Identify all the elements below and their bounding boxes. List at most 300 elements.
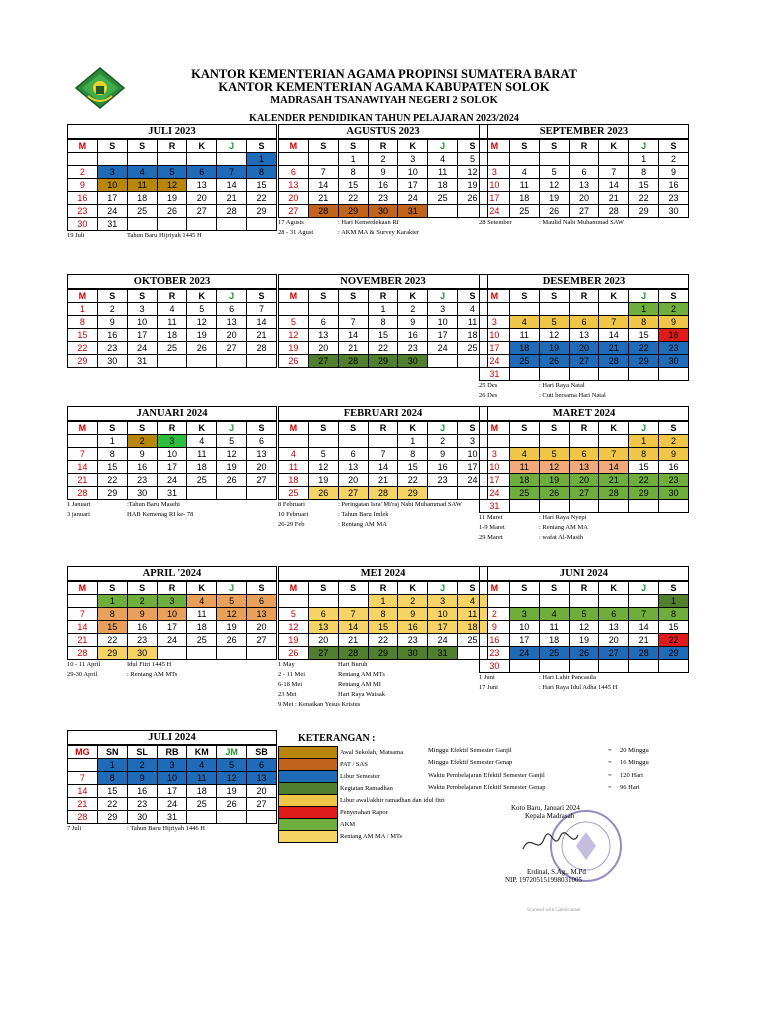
day-cell: 3: [127, 303, 157, 316]
day-cell: 10: [480, 461, 510, 474]
day-cell: 10: [428, 316, 458, 329]
day-cell: 6: [599, 608, 629, 621]
week-row: [279, 316, 488, 329]
weekday-header: SL: [127, 746, 157, 759]
day-cell: 2: [127, 595, 157, 608]
day-cell: 15: [659, 621, 689, 634]
day-cell: 22: [338, 192, 368, 205]
note-desc: : Rentang AM MA: [539, 524, 588, 531]
day-cell: 31: [157, 811, 187, 824]
day-cell: 19: [308, 474, 338, 487]
day-cell: 11: [539, 621, 569, 634]
day-cell: 23: [127, 634, 157, 647]
weekday-header: M: [279, 582, 309, 595]
sign-name: Erdinal, S.Ag., M.Pd: [527, 868, 586, 876]
day-cell: 24: [398, 192, 428, 205]
weekday-header: M: [480, 582, 510, 595]
day-cell: 26: [539, 355, 569, 368]
day-cell: 17: [157, 461, 187, 474]
day-cell: 14: [599, 329, 629, 342]
day-cell: 14: [68, 621, 98, 634]
day-cell: 2: [127, 435, 157, 448]
day-cell: 1: [398, 435, 428, 448]
day-cell: 5: [279, 608, 309, 621]
day-cell: 9: [398, 316, 428, 329]
day-cell: 24: [428, 342, 458, 355]
day-cell: 19: [539, 192, 569, 205]
note-date: 26-29 Feb: [278, 521, 305, 528]
day-cell: 22: [629, 342, 659, 355]
day-cell: [509, 303, 539, 316]
day-cell: 4: [539, 608, 569, 621]
day-cell: 4: [187, 595, 217, 608]
legend-label: Penyerahan Rapor: [340, 808, 388, 816]
month-table: [278, 581, 488, 660]
note-desc: : Tahun Baru Hijriyah 1446 H: [127, 825, 205, 832]
day-cell: 27: [569, 487, 599, 500]
note-date: 28 - 31 Agust: [278, 229, 314, 236]
day-cell: 31: [97, 218, 127, 231]
day-cell: 17: [428, 329, 458, 342]
day-cell: 15: [398, 461, 428, 474]
day-cell: 18: [187, 621, 217, 634]
month-title: OKTOBER 2023: [67, 274, 277, 289]
day-cell: 9: [97, 316, 127, 329]
day-cell: 14: [68, 785, 98, 798]
day-cell: 26: [217, 798, 247, 811]
legend-label: Awal Sekolah, Matsama: [340, 748, 404, 756]
month-7: [278, 406, 488, 530]
note-date: 1 Januari: [67, 501, 91, 508]
week-row: [279, 634, 488, 647]
header-line-1: KANTOR KEMENTERIAN AGAMA PROPINSI SUMATERA BARAT: [191, 67, 577, 81]
day-cell: 29: [247, 205, 277, 218]
day-cell: 24: [127, 342, 157, 355]
day-cell: [157, 355, 187, 368]
day-cell: [279, 153, 309, 166]
note-date: 1 Juni: [479, 674, 495, 681]
day-cell: 18: [187, 461, 217, 474]
note-date: 8 Februari: [278, 501, 305, 508]
day-cell: 29: [68, 355, 98, 368]
month-table: [479, 581, 689, 673]
week-row: [279, 153, 488, 166]
day-cell: 15: [629, 461, 659, 474]
day-cell: 7: [68, 608, 98, 621]
day-cell: 21: [599, 342, 629, 355]
week-row: [480, 634, 689, 647]
day-cell: 26: [279, 647, 309, 660]
day-cell: 13: [569, 179, 599, 192]
day-cell: [509, 595, 539, 608]
weekday-header: J: [428, 582, 458, 595]
day-cell: 29: [629, 205, 659, 218]
weekday-header: R: [569, 422, 599, 435]
day-cell: 22: [398, 474, 428, 487]
day-cell: [217, 647, 247, 660]
weekday-header: J: [629, 582, 659, 595]
day-cell: [629, 368, 659, 381]
month-notes: [278, 218, 488, 238]
day-cell: 1: [247, 153, 277, 166]
header-line-2: KANTOR KEMENTERIAN AGAMA KABUPATEN SOLOK: [218, 80, 550, 94]
weekday-header: J: [629, 140, 659, 153]
day-cell: 18: [509, 192, 539, 205]
day-cell: 30: [659, 487, 689, 500]
day-cell: 19: [157, 192, 187, 205]
week-row: [279, 487, 488, 500]
day-cell: 20: [247, 621, 277, 634]
day-cell: 30: [398, 355, 428, 368]
day-cell: 14: [68, 461, 98, 474]
summary-label: Waktu Pembelajaran Efektif Semester Genap: [428, 784, 546, 792]
weekday-header: S: [338, 422, 368, 435]
day-cell: 9: [480, 621, 510, 634]
day-cell: 15: [97, 461, 127, 474]
week-row: [68, 461, 277, 474]
day-cell: [569, 303, 599, 316]
day-cell: 17: [127, 329, 157, 342]
day-cell: 6: [569, 166, 599, 179]
day-cell: 16: [398, 621, 428, 634]
day-cell: 9: [368, 166, 398, 179]
day-cell: 29: [97, 811, 127, 824]
day-cell: 23: [368, 192, 398, 205]
day-cell: 30: [127, 811, 157, 824]
day-cell: 12: [308, 461, 338, 474]
day-cell: 16: [127, 461, 157, 474]
day-cell: 21: [68, 798, 98, 811]
day-cell: 22: [368, 634, 398, 647]
note-row: [67, 660, 277, 670]
weekday-header: K: [599, 422, 629, 435]
day-cell: 17: [157, 621, 187, 634]
week-row: [480, 608, 689, 621]
day-cell: 22: [247, 192, 277, 205]
day-cell: 21: [308, 192, 338, 205]
week-row: [480, 487, 689, 500]
day-cell: 6: [187, 166, 217, 179]
day-cell: 28: [599, 355, 629, 368]
weekday-header: J: [217, 140, 247, 153]
month-notes: [479, 218, 689, 228]
day-cell: [569, 660, 599, 673]
day-cell: 5: [569, 608, 599, 621]
day-cell: 23: [127, 474, 157, 487]
day-cell: 23: [398, 634, 428, 647]
week-row: [480, 342, 689, 355]
weekday-header: M: [68, 422, 98, 435]
summary-row: [428, 769, 668, 782]
week-row: [480, 166, 689, 179]
week-row: [68, 759, 277, 772]
day-cell: [338, 435, 368, 448]
month-title: JANUARI 2024: [67, 406, 277, 421]
month-notes: [67, 824, 277, 834]
scanner-watermark: Scanned with CamScanner: [527, 908, 581, 913]
day-cell: 4: [509, 448, 539, 461]
week-row: [279, 342, 488, 355]
weekday-header: S: [127, 140, 157, 153]
month-title: FEBRUARI 2024: [278, 406, 488, 421]
day-cell: 5: [279, 316, 309, 329]
legend-label: Kegiatan Ramadhan: [340, 784, 393, 792]
day-cell: [187, 811, 217, 824]
weekday-header: M: [68, 582, 98, 595]
day-cell: 6: [247, 759, 277, 772]
day-cell: 25: [127, 205, 157, 218]
note-desc: : Rentang AM MA: [338, 521, 387, 528]
day-cell: [509, 153, 539, 166]
summary-value: 96 Hari: [620, 784, 640, 792]
day-cell: 9: [68, 179, 98, 192]
note-date: 25 Des: [479, 382, 498, 389]
weekday-header: K: [599, 140, 629, 153]
day-cell: 11: [458, 316, 488, 329]
day-cell: 13: [279, 179, 309, 192]
day-cell: 4: [279, 448, 309, 461]
day-cell: 23: [659, 342, 689, 355]
day-cell: 4: [428, 153, 458, 166]
day-cell: [279, 595, 309, 608]
weekday-header: S: [97, 140, 127, 153]
day-cell: 19: [217, 785, 247, 798]
day-cell: 17: [398, 179, 428, 192]
weekday-header: S: [308, 422, 338, 435]
day-cell: [569, 595, 599, 608]
day-cell: 12: [217, 448, 247, 461]
day-cell: 11: [428, 166, 458, 179]
note-row: [278, 660, 488, 670]
weekday-header: K: [187, 290, 217, 303]
day-cell: 7: [308, 166, 338, 179]
day-cell: 6: [247, 435, 277, 448]
day-cell: 27: [569, 205, 599, 218]
day-cell: 27: [599, 647, 629, 660]
note-desc: : Hari Raya Idul Adha 1445 H: [539, 684, 618, 691]
day-cell: 13: [217, 316, 247, 329]
day-cell: 4: [157, 303, 187, 316]
weekday-header: S: [338, 140, 368, 153]
week-row: [480, 355, 689, 368]
summary-eq: =: [608, 746, 612, 754]
week-row: [68, 772, 277, 785]
day-cell: 19: [569, 634, 599, 647]
note-desc: Hari Buruh: [338, 661, 368, 668]
day-cell: 1: [368, 303, 398, 316]
day-cell: 6: [308, 608, 338, 621]
day-cell: 26: [569, 647, 599, 660]
day-cell: 13: [569, 461, 599, 474]
summary-eq: =: [608, 759, 612, 767]
day-cell: 28: [247, 342, 277, 355]
month-11: [479, 566, 689, 693]
day-cell: [68, 153, 98, 166]
summary-value: 120 Hari: [620, 771, 643, 779]
day-cell: 6: [308, 316, 338, 329]
day-cell: 17: [480, 192, 510, 205]
week-row: [68, 329, 277, 342]
day-cell: 20: [279, 192, 309, 205]
day-cell: 26: [539, 205, 569, 218]
day-cell: [338, 595, 368, 608]
day-cell: 8: [368, 316, 398, 329]
note-desc: : wafat Al-Masih: [539, 534, 584, 541]
day-cell: 1: [629, 435, 659, 448]
day-cell: [217, 487, 247, 500]
day-cell: 4: [509, 166, 539, 179]
day-cell: 17: [428, 621, 458, 634]
day-cell: 13: [308, 621, 338, 634]
note-desc: : Maulid Nabi Muhammad SAW: [539, 219, 625, 226]
day-cell: 1: [629, 153, 659, 166]
day-cell: 18: [509, 474, 539, 487]
day-cell: 9: [127, 448, 157, 461]
day-cell: 30: [398, 647, 428, 660]
day-cell: 7: [599, 448, 629, 461]
day-cell: 18: [458, 329, 488, 342]
day-cell: 14: [308, 179, 338, 192]
day-cell: 12: [569, 621, 599, 634]
week-row: [279, 355, 488, 368]
note-date: 23 Mei: [278, 691, 297, 698]
month-table: [67, 139, 277, 231]
weekday-header: RB: [157, 746, 187, 759]
day-cell: 19: [279, 342, 309, 355]
day-cell: 8: [97, 772, 127, 785]
week-row: [68, 608, 277, 621]
day-cell: [338, 303, 368, 316]
day-cell: 16: [659, 461, 689, 474]
day-cell: 18: [187, 785, 217, 798]
day-cell: [599, 368, 629, 381]
week-row: [68, 448, 277, 461]
day-cell: 21: [599, 474, 629, 487]
weekday-header: S: [659, 582, 689, 595]
signature-block: [505, 804, 625, 884]
day-cell: 10: [157, 772, 187, 785]
day-cell: 30: [127, 647, 157, 660]
day-cell: 20: [247, 785, 277, 798]
note-desc: : Tahun Baru Imlek: [338, 511, 389, 518]
note-desc: Idul Fitri 1445 H: [127, 661, 172, 668]
week-row: [68, 647, 277, 660]
day-cell: 16: [68, 192, 98, 205]
note-row: [278, 500, 488, 510]
day-cell: 18: [539, 634, 569, 647]
day-cell: 20: [308, 634, 338, 647]
day-cell: 13: [569, 329, 599, 342]
day-cell: 23: [659, 192, 689, 205]
month-table: [278, 139, 488, 218]
day-cell: 5: [217, 435, 247, 448]
weekday-header: S: [659, 140, 689, 153]
header: [0, 68, 768, 108]
day-cell: [428, 487, 458, 500]
day-cell: [569, 153, 599, 166]
day-cell: 3: [509, 608, 539, 621]
day-cell: [247, 487, 277, 500]
day-cell: 9: [428, 448, 458, 461]
day-cell: 12: [217, 608, 247, 621]
note-date: 10 - 11 April: [67, 661, 101, 668]
day-cell: [68, 759, 98, 772]
effective-weeks-summary: [428, 744, 668, 794]
day-cell: 15: [97, 621, 127, 634]
day-cell: 22: [368, 342, 398, 355]
day-cell: 14: [599, 461, 629, 474]
day-cell: 10: [97, 179, 127, 192]
day-cell: 7: [217, 166, 247, 179]
day-cell: 29: [97, 487, 127, 500]
note-row: [67, 500, 277, 510]
day-cell: 28: [217, 205, 247, 218]
weekday-header: R: [569, 582, 599, 595]
day-cell: [68, 435, 98, 448]
day-cell: 17: [157, 785, 187, 798]
day-cell: 28: [338, 355, 368, 368]
weekday-header: J: [217, 290, 247, 303]
day-cell: [127, 153, 157, 166]
legend-item: [278, 806, 483, 818]
month-8: [479, 406, 689, 543]
day-cell: [187, 153, 217, 166]
day-cell: 2: [68, 166, 98, 179]
day-cell: 7: [368, 448, 398, 461]
day-cell: 16: [659, 329, 689, 342]
day-cell: 12: [217, 772, 247, 785]
weekday-header: S: [458, 290, 488, 303]
week-row: [68, 355, 277, 368]
legend-label: Libur awal/akhir ramadhan dan idul fitri: [340, 796, 445, 804]
week-row: [279, 474, 488, 487]
week-row: [480, 329, 689, 342]
day-cell: [68, 595, 98, 608]
month-6: [67, 406, 277, 520]
day-cell: 13: [599, 621, 629, 634]
day-cell: 19: [279, 634, 309, 647]
weekday-header: S: [127, 422, 157, 435]
day-cell: 29: [97, 647, 127, 660]
weekday-header: R: [157, 422, 187, 435]
weekday-header: M: [279, 422, 309, 435]
day-cell: 28: [338, 647, 368, 660]
note-desc: : AKM MA & Survey Karakter: [338, 229, 420, 236]
day-cell: 18: [509, 342, 539, 355]
day-cell: [659, 660, 689, 673]
day-cell: 31: [127, 355, 157, 368]
day-cell: 21: [217, 192, 247, 205]
day-cell: 6: [247, 595, 277, 608]
day-cell: 12: [279, 329, 309, 342]
note-row: [278, 520, 488, 530]
day-cell: 22: [68, 342, 98, 355]
week-row: [68, 785, 277, 798]
day-cell: 24: [458, 474, 488, 487]
day-cell: 8: [97, 448, 127, 461]
note-row: [67, 510, 277, 520]
month-table: [479, 139, 689, 218]
day-cell: 5: [539, 448, 569, 461]
day-cell: [368, 435, 398, 448]
day-cell: 9: [659, 448, 689, 461]
day-cell: 23: [97, 342, 127, 355]
weekday-header: J: [428, 140, 458, 153]
day-cell: 19: [539, 342, 569, 355]
day-cell: 14: [217, 179, 247, 192]
day-cell: [659, 368, 689, 381]
weekday-header: S: [509, 290, 539, 303]
